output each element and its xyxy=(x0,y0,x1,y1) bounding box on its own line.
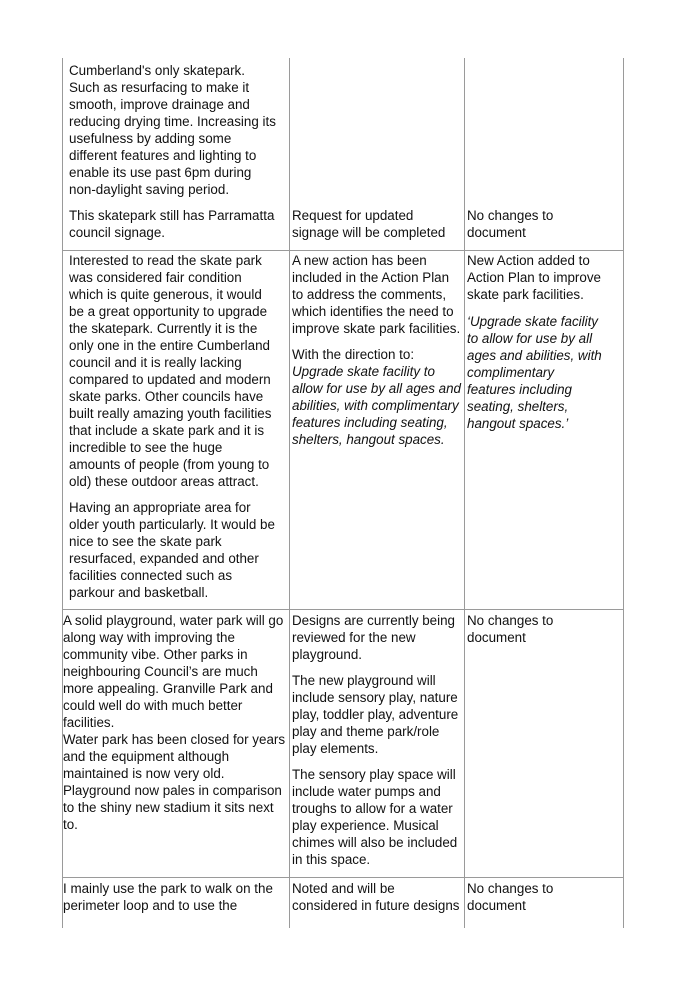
text-line: features including seating, xyxy=(292,415,448,430)
text-line: include water pumps and xyxy=(292,784,441,799)
text-line: complimentary xyxy=(467,365,555,380)
text-line: perimeter loop and to use the xyxy=(63,898,238,913)
text-line: non-daylight saving period. xyxy=(69,182,230,197)
feedback-paragraph xyxy=(63,612,285,833)
text-line: playground. xyxy=(292,647,362,662)
text-line: play and theme park/role xyxy=(292,724,440,739)
text-line: features including xyxy=(467,382,572,397)
text-line: reviewed for the new xyxy=(292,630,416,645)
table-row-divider xyxy=(62,609,623,610)
text-line: council and it is really lacking xyxy=(69,355,242,370)
text-line: This skatepark still has Parramatta xyxy=(69,208,275,223)
feedback-paragraph xyxy=(63,880,273,914)
text-line: enable its use past 6pm during xyxy=(69,165,252,180)
text-line: Having an appropriate area for xyxy=(69,500,251,515)
text-line: improve skate park facilities. xyxy=(292,321,461,336)
text-line: maintained is now very old. xyxy=(63,766,225,781)
text-line: facilities connected such as xyxy=(69,568,233,583)
text-line: include sensory play, nature xyxy=(292,690,458,705)
text-line: No changes to xyxy=(467,881,554,896)
text-line: play elements. xyxy=(292,741,379,756)
text-line: Designs are currently being xyxy=(292,613,456,628)
text-line: council signage. xyxy=(69,225,166,240)
text-line: Interested to read the skate park xyxy=(69,253,262,268)
text-line: skate park facilities. xyxy=(467,287,584,302)
text-line: which is quite generous, it would xyxy=(69,287,262,302)
text-line: Request for updated xyxy=(292,208,414,223)
text-line: reducing drying time. Increasing its xyxy=(69,114,276,129)
table-row-divider xyxy=(62,250,623,251)
text-line: older youth particularly. It would be xyxy=(69,517,275,532)
text-line: the skatepark. Currently it is the xyxy=(69,321,258,336)
response-paragraph xyxy=(292,672,458,757)
feedback-paragraph xyxy=(69,252,271,490)
response-paragraph xyxy=(292,766,457,868)
feedback-paragraph xyxy=(69,207,274,241)
text-line: was considered fair condition xyxy=(69,270,242,285)
table-row-divider xyxy=(62,877,623,878)
outcome-paragraph xyxy=(467,252,601,303)
table-column-divider xyxy=(289,58,290,928)
text-line: in this space. xyxy=(292,852,371,867)
text-line: resurfaced, expanded and other xyxy=(69,551,259,566)
text-line: New Action added to xyxy=(467,253,590,268)
text-line: chimes will also be included xyxy=(292,835,458,850)
response-paragraph xyxy=(292,207,445,241)
text-line: document xyxy=(467,898,526,913)
text-line: No changes to xyxy=(467,208,554,223)
text-line: signage will be completed xyxy=(292,225,446,240)
text-line: parkour and basketball. xyxy=(69,585,209,600)
text-line: shelters, hangout spaces. xyxy=(292,432,445,447)
text-line: to address the comments, xyxy=(292,287,447,302)
outcome-paragraph xyxy=(467,880,553,914)
outcome-quote xyxy=(467,313,602,432)
text-line: document xyxy=(467,225,526,240)
text-line: that include a skate park and it is xyxy=(69,423,265,438)
text-line: facilities. xyxy=(63,715,115,730)
text-line: old) these outdoor areas attract. xyxy=(69,474,259,489)
text-line: community vibe. Other parks in xyxy=(63,647,248,662)
text-line: A new action has been xyxy=(292,253,427,268)
text-line: to allow for use by all xyxy=(467,331,593,346)
text-line: The new playground will xyxy=(292,673,436,688)
text-line: troughs to allow for a water xyxy=(292,801,453,816)
text-line: amounts of people (from young to xyxy=(69,457,270,472)
text-line: neighbouring Council’s are much xyxy=(63,664,258,679)
text-line: considered in future designs xyxy=(292,898,460,913)
outcome-paragraph xyxy=(467,612,553,646)
text-line: Playground now pales in comparison xyxy=(63,783,282,798)
text-line: No changes to xyxy=(467,613,554,628)
text-line: built really amazing youth facilities xyxy=(69,406,272,421)
text-line: nice to see the skate park xyxy=(69,534,222,549)
text-line: document xyxy=(467,630,526,645)
text-line: to. xyxy=(63,817,78,832)
text-line: could well do with much better xyxy=(63,698,243,713)
text-line: allow for use by all ages and xyxy=(292,381,461,396)
text-line: along way with improving the xyxy=(63,630,235,645)
response-paragraph xyxy=(292,612,455,663)
outcome-paragraph xyxy=(467,207,553,241)
text-line: Such as resurfacing to make it xyxy=(69,80,250,95)
text-line: I mainly use the park to walk on the xyxy=(63,881,273,896)
text-line: A solid playground, water park will go xyxy=(63,613,284,628)
text-line: compared to updated and modern xyxy=(69,372,271,387)
text-line: The sensory play space will xyxy=(292,767,456,782)
feedback-paragraph xyxy=(69,62,276,198)
text-line: seating, shelters, xyxy=(467,399,569,414)
text-line: different features and lighting to xyxy=(69,148,257,163)
text-line: Upgrade skate facility to xyxy=(292,364,435,379)
response-paragraph xyxy=(292,880,460,914)
table-border-right xyxy=(623,58,624,928)
text-line: skate parks. Other councils have xyxy=(69,389,264,404)
text-line: to the shiny new stadium it sits next xyxy=(63,800,274,815)
text-line: abilities, with complimentary xyxy=(292,398,459,413)
response-paragraph xyxy=(292,252,460,337)
text-line: play experience. Musical xyxy=(292,818,439,833)
text-line: and the equipment although xyxy=(63,749,230,764)
response-paragraph xyxy=(292,346,414,363)
text-line: ages and abilities, with xyxy=(467,348,602,363)
text-line: Water park has been closed for years xyxy=(63,732,286,747)
text-line: Cumberland's only skatepark. xyxy=(69,63,245,78)
feedback-paragraph xyxy=(69,499,275,601)
text-line: Noted and will be xyxy=(292,881,395,896)
text-line: incredible to see the huge xyxy=(69,440,223,455)
text-line: usefulness by adding some xyxy=(69,131,232,146)
text-line: only one in the entire Cumberland xyxy=(69,338,270,353)
text-line: With the direction to: xyxy=(292,347,415,362)
text-line: be a great opportunity to upgrade xyxy=(69,304,268,319)
text-line: Action Plan to improve xyxy=(467,270,601,285)
text-line: hangout spaces.’ xyxy=(467,416,569,431)
text-line: more appealing. Granville Park and xyxy=(63,681,273,696)
text-line: included in the Action Plan xyxy=(292,270,450,285)
response-quote xyxy=(292,363,461,448)
text-line: which identifies the need to xyxy=(292,304,454,319)
text-line: play, toddler play, adventure xyxy=(292,707,459,722)
table-column-divider xyxy=(464,58,465,928)
text-line: ‘Upgrade skate facility xyxy=(467,314,598,329)
text-line: smooth, improve drainage and xyxy=(69,97,250,112)
